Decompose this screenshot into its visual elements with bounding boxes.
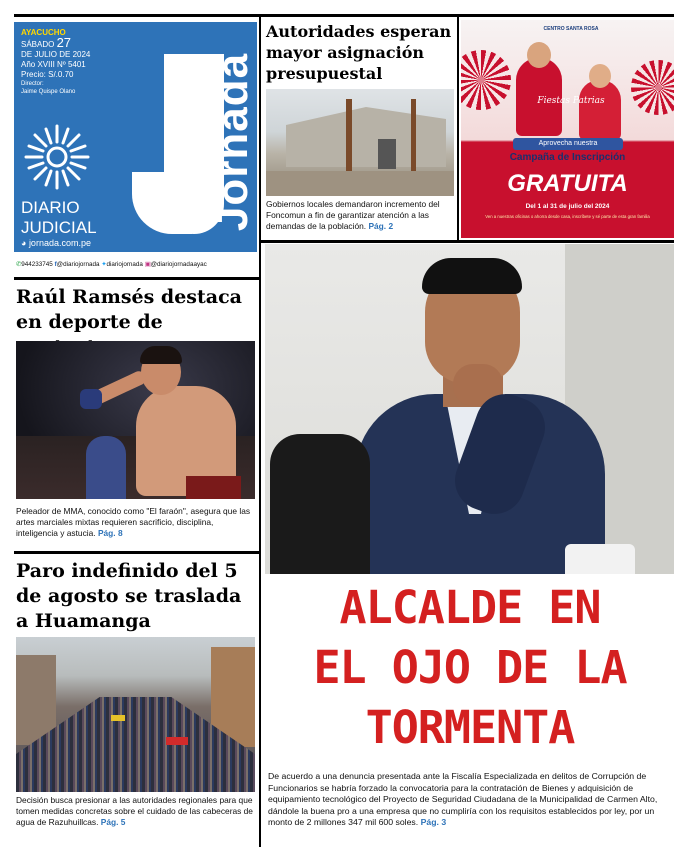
masthead-director-label: Director:	[21, 81, 44, 87]
story-paro-headline[interactable]: Paro indefinido del 5 de agosto se traslada a Huamanga	[16, 560, 242, 632]
mma-photo[interactable]	[16, 341, 255, 499]
masthead-website[interactable]: ◕ jornada.com.pe	[21, 238, 91, 248]
story-paro-caption	[16, 795, 256, 828]
referee	[86, 436, 126, 499]
ad-fine: Ven a nuestras oficinas o ahorra desde casa, inscríbete y sé parte de esta gran familia	[485, 214, 650, 219]
twitter-icon: ✦	[101, 261, 107, 268]
masthead-director: Jaime Quispe Olano	[21, 89, 76, 95]
story-paro-page[interactable]: Pág. 5	[100, 817, 126, 827]
instagram-icon: ▣	[144, 261, 151, 268]
column-divider-left	[259, 17, 261, 847]
ad-dates: Del 1 al 31 de julio del 2024	[525, 203, 610, 210]
masthead-issue: Año XVIII Nº 5401	[21, 60, 86, 69]
building-wall	[286, 107, 446, 167]
top-rule	[14, 14, 674, 17]
website-text: jornada.com.pe	[28, 238, 91, 248]
masthead-day-num: 27	[56, 35, 72, 50]
main-headline[interactable]	[266, 578, 674, 758]
story-top-page[interactable]: Pág. 2	[368, 221, 394, 231]
logo-wordmark	[207, 32, 257, 252]
story-mma-page[interactable]: Pág. 8	[97, 528, 123, 538]
masthead-price: Precio: S/.0.70	[21, 70, 74, 79]
ad-person-woman-head	[589, 64, 611, 88]
fighter-hair	[140, 346, 182, 364]
row-divider-left-2	[14, 551, 259, 554]
ad-org: CENTRO SANTA ROSA	[543, 26, 599, 32]
social-bar	[16, 261, 259, 268]
ad-banner-1	[513, 138, 623, 150]
construction-photo[interactable]	[266, 89, 454, 196]
ad-fan-left	[461, 50, 511, 110]
masthead-meta	[21, 28, 141, 96]
row-divider-right	[261, 240, 674, 243]
ad-line2: Campaña de Inscripción	[509, 152, 626, 163]
social-instagram[interactable]: @diariojornadaayac	[150, 261, 207, 268]
scaffold	[346, 99, 352, 174]
ad-person-woman	[579, 80, 621, 140]
social-phone[interactable]: 944233745	[21, 261, 53, 268]
glove	[80, 389, 102, 409]
hair	[422, 258, 522, 294]
ad-line1: Aprovecha nuestra	[538, 140, 598, 147]
masthead[interactable]	[14, 22, 257, 252]
ad-kicker: Fiestas Patrias	[537, 96, 605, 106]
banner-red	[166, 737, 188, 745]
main-story-page[interactable]: Pág. 3	[420, 817, 447, 827]
main-headline-line3: TORMENTA	[365, 701, 575, 754]
story-top-caption-text: Gobiernos locales demandaron incremento del Foncomun a fin de garantizar atención a las demandas de la población.	[266, 199, 440, 231]
advertisement[interactable]	[461, 20, 674, 238]
main-story-body	[268, 771, 674, 829]
masthead-day: SÁBADO	[21, 40, 55, 49]
banner-yellow	[111, 715, 125, 721]
story-mma-caption-text: Peleador de MMA, conocido como "El faraón", asegura que las artes marciales mixtas requieren sacrificio, disciplina, inteligencia y astucia.	[16, 506, 251, 538]
main-story-text: De acuerdo a una denuncia presentada ante la Fiscalía Especializada en delitos de Corrupción de Funcionarios se habría forzado la convocatoria para la contratación de Bienes y adquisición de equipamiento tecnológico del Proyecto de Seguridad Ciudadana de la Municipalidad de Carmen Alto, dándole la buena pro a una empresa que no cumpliría con los requisitos establecidos por ley, por un monto de 2 millones 347 mil 600 soles.	[268, 771, 658, 827]
masthead-diario: DIARIO	[21, 198, 80, 217]
fighter-shorts	[186, 476, 241, 499]
story-top-headline[interactable]: Autoridades esperan mayor asignación presupuestal	[266, 22, 452, 83]
chair-back	[270, 434, 370, 574]
story-paro-caption-text: Decisión busca presionar a las autoridades regionales para que tomen medidas concretas sobre el cuidado de las cabeceras de agua de Razuhuillcas.	[16, 795, 253, 827]
masthead-section	[21, 198, 97, 238]
ad-line3: GRATUITA	[507, 170, 628, 197]
story-mma-headline[interactable]: Raúl Ramsés destaca en deporte de	[16, 286, 242, 333]
scaffold-2	[411, 99, 416, 179]
main-headline-line2: EL OJO DE LA	[313, 641, 627, 694]
masthead-city: AYACUCHO	[21, 28, 66, 37]
desk-mic	[565, 544, 635, 574]
main-headline-line1: ALCALDE EN	[339, 581, 601, 634]
sun-logo-icon	[22, 122, 92, 192]
ad-fan-right	[631, 60, 674, 115]
ad-person-man-head	[527, 42, 551, 68]
story-mma-caption	[16, 506, 256, 539]
logo-j-hook	[132, 172, 192, 234]
protest-photo[interactable]	[16, 637, 255, 792]
whatsapp-icon: ✆	[16, 261, 22, 268]
masthead-date: DE JULIO DE 2024	[21, 50, 91, 59]
masthead-judicial: JUDICIAL	[21, 218, 97, 237]
mayor-photo[interactable]	[265, 244, 674, 574]
social-facebook[interactable]: @diariojornada	[56, 261, 100, 268]
story-top-caption	[266, 199, 456, 232]
social-twitter[interactable]: diariojornada	[106, 261, 143, 268]
doorway	[378, 139, 396, 169]
column-divider-top	[457, 17, 459, 242]
logo-wordmark-text: Jornada	[207, 52, 257, 232]
facebook-icon: f	[54, 261, 57, 268]
row-divider-left-1	[14, 277, 259, 280]
ground	[266, 171, 454, 196]
